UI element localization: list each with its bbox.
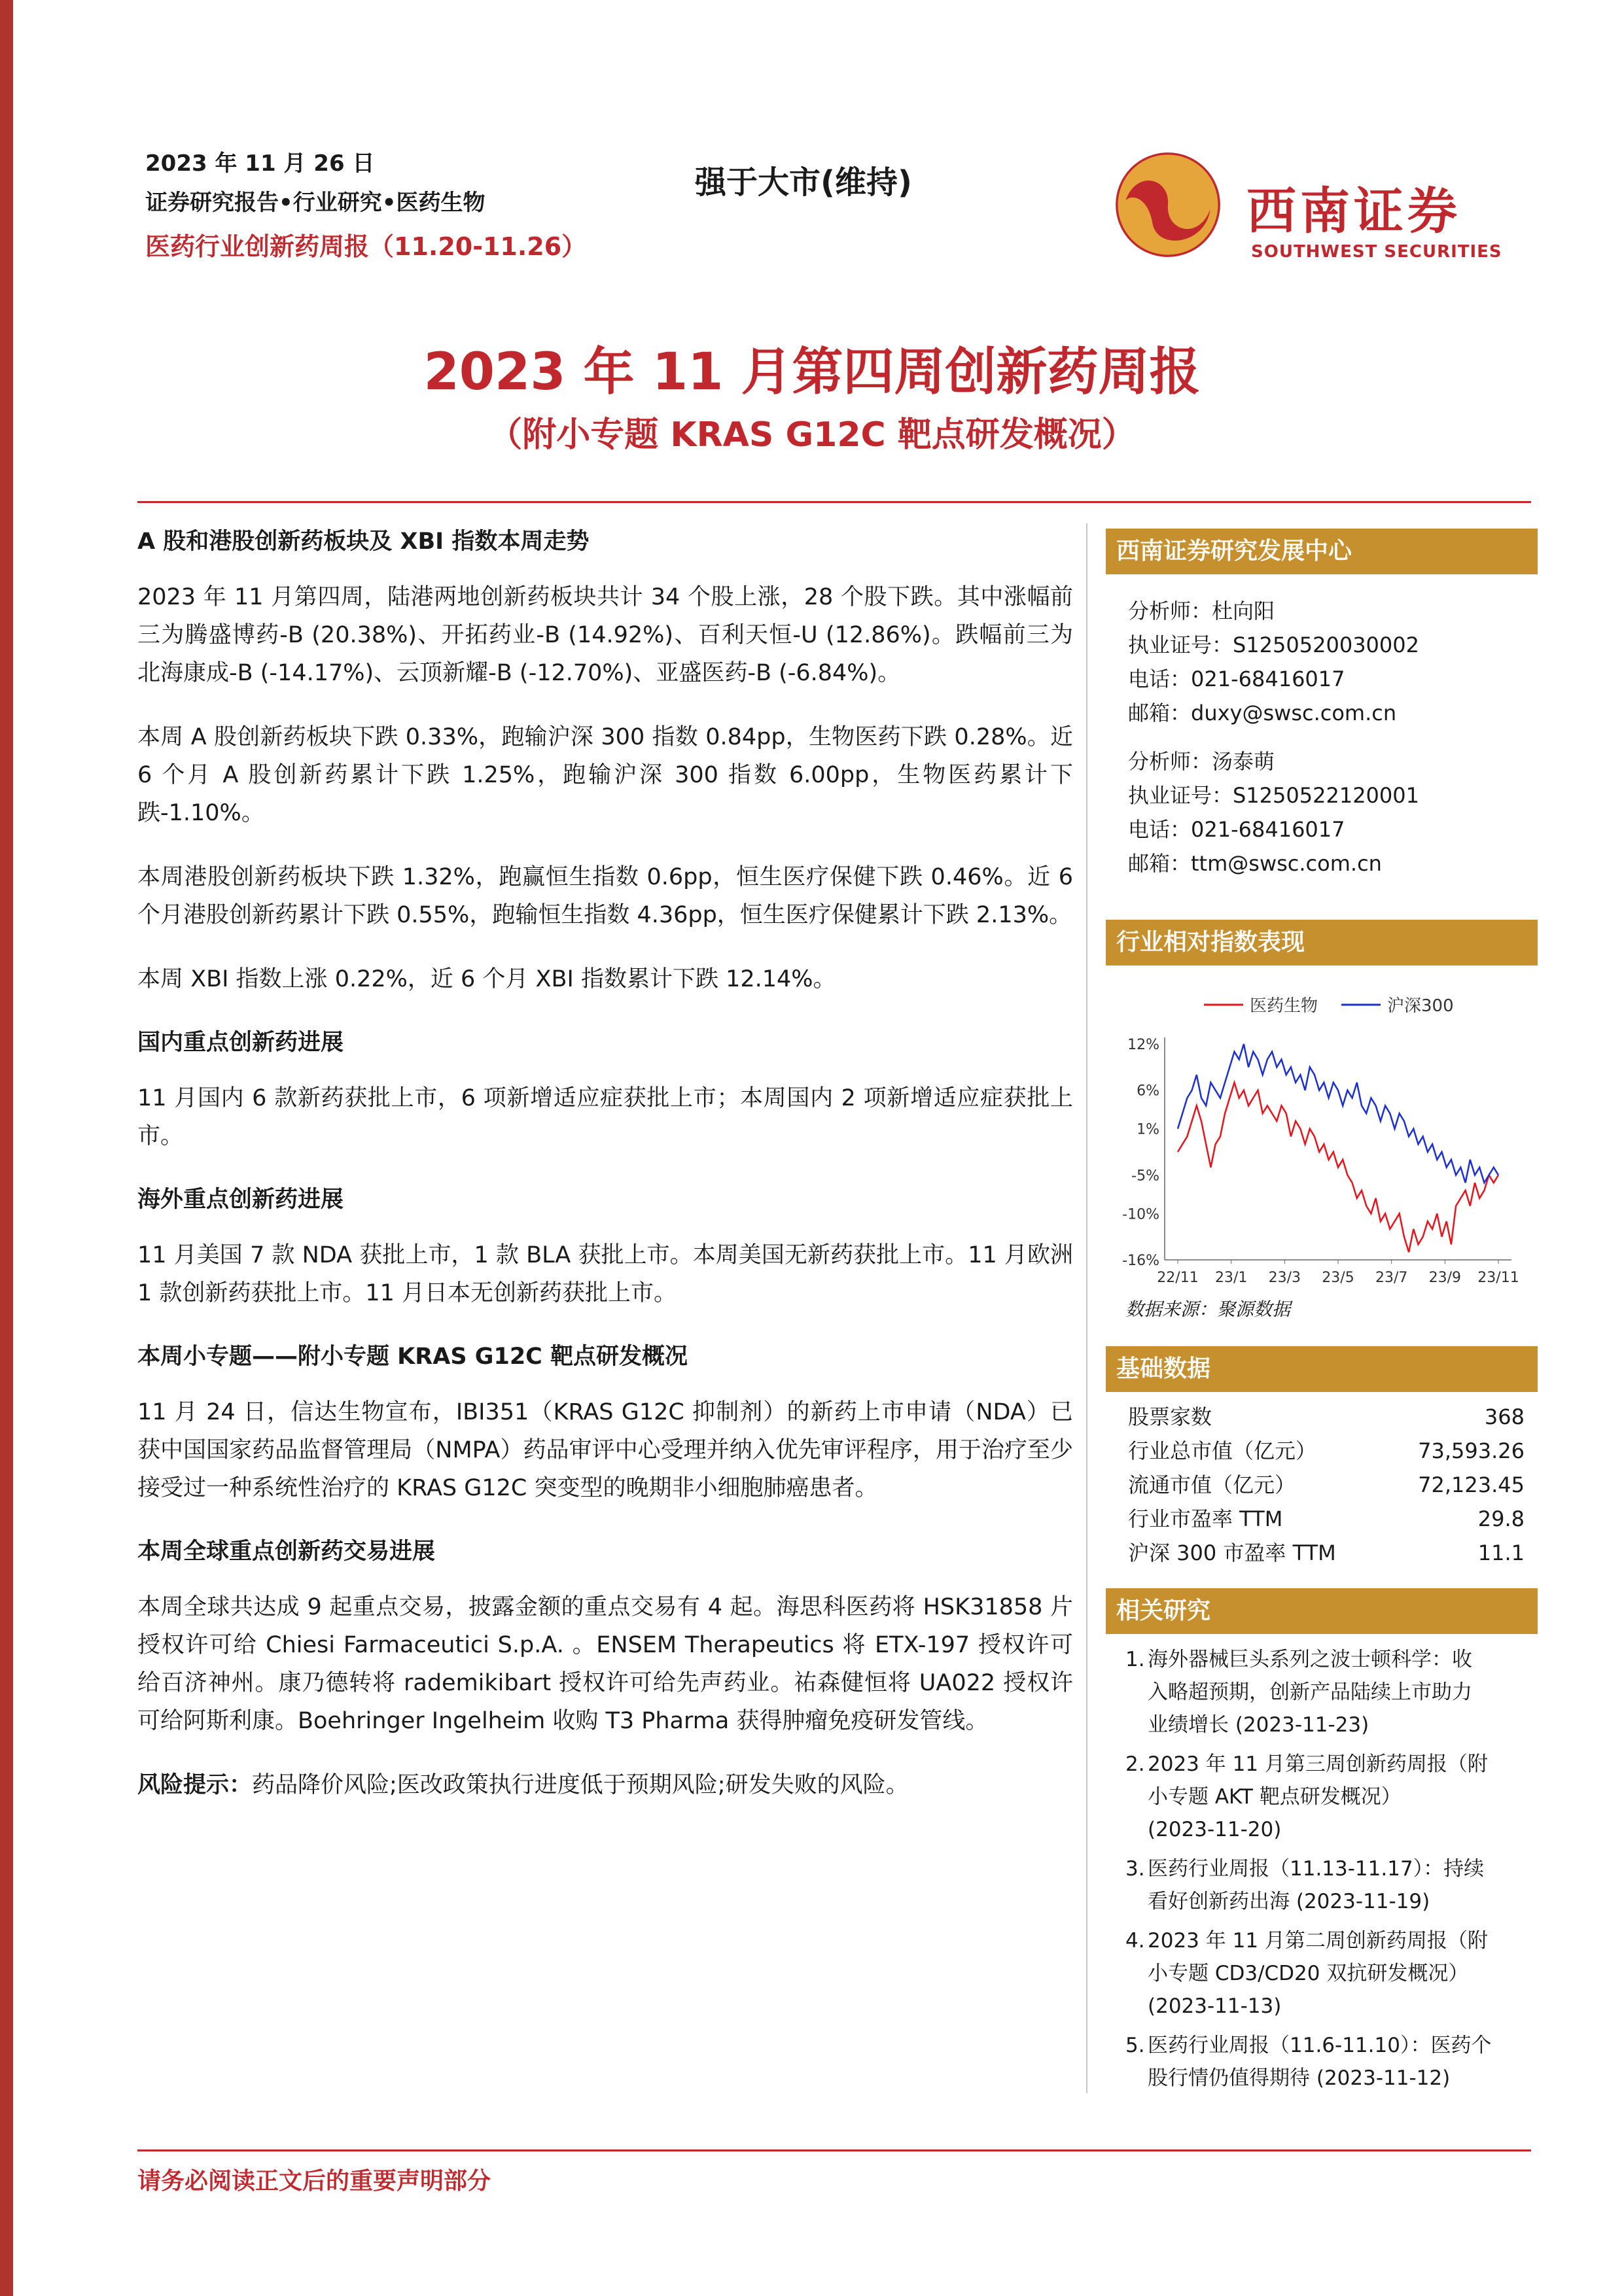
basic-data-label: 行业总市值（亿元） <box>1128 1438 1317 1463</box>
basic-data-row <box>1106 1502 1538 1536</box>
x-tick-label: 23/5 <box>1322 1270 1354 1286</box>
related-line: (2023-11-13) <box>1148 1994 1282 2018</box>
section-heading: 海外重点创新药进展 <box>137 1187 344 1213</box>
x-tick-label: 23/3 <box>1268 1270 1301 1286</box>
legend-label: 沪深300 <box>1387 996 1454 1016</box>
analyst-cert: 执业证号：S1250520030002 <box>1128 633 1419 657</box>
analyst-name: 分析师：杜向阳 <box>1128 599 1275 623</box>
series-line <box>1178 1083 1498 1252</box>
sidebar-heading: 行业相对指数表现 <box>1106 920 1538 965</box>
analyst-cert: 执业证号：S1250522120001 <box>1128 783 1419 808</box>
basic-data-label: 流通市值（亿元） <box>1128 1472 1296 1497</box>
basic-data-value: 72,123.45 <box>1418 1472 1525 1497</box>
analyst-phone: 电话：021-68416017 <box>1128 667 1345 691</box>
top-divider <box>137 501 1531 503</box>
related-line: 入略超预期，创新产品陆续上市助力 <box>1148 1680 1472 1704</box>
related-report-link[interactable] <box>1106 1643 1538 1741</box>
basic-data-row <box>1106 1536 1538 1570</box>
related-line: 看好创新药出海 (2023-11-19) <box>1148 1890 1430 1913</box>
company-logo-icon <box>1112 149 1224 260</box>
basic-data-value: 29.8 <box>1477 1506 1525 1531</box>
related-report-link[interactable] <box>1106 1924 1538 2023</box>
relative-index-chart <box>1106 965 1538 1293</box>
paragraph: 本周港股创新药板块下跌 1.32%，跑赢恒生指数 0.6pp，恒生医疗保健下跌 0.46%。近 6 个月港股创新药累计下跌 0.55%，跑输恒生指数 4.36pp，恒生医疗保健累计下跌 2.13%。 <box>137 864 1073 928</box>
report-series: 医药行业创新药周报（11.20-11.26） <box>145 232 587 261</box>
logo-text-cn: 西南证券 <box>1246 182 1461 240</box>
basic-data-value: 11.1 <box>1477 1540 1525 1565</box>
analyst-email[interactable]: 邮箱：duxy@swsc.com.cn <box>1128 701 1397 725</box>
basic-data-label: 沪深 300 市盈率 TTM <box>1128 1540 1336 1565</box>
analyst-name: 分析师：汤泰萌 <box>1128 749 1275 774</box>
footer-disclaimer: 请务必阅读正文后的重要声明部分 <box>137 2168 491 2195</box>
sidebar-basic-data <box>1106 1346 1538 1570</box>
related-num: 3. <box>1125 1857 1145 1881</box>
legend-label: 医药生物 <box>1250 996 1318 1016</box>
paragraph: 本周全球共达成 9 起重点交易，披露金额的重点交易有 4 起。海思科医药将 HSK31858 片授权许可给 Chiesi Farmaceutici S.p.A. 。ENSEM Therapeutics 将 ETX-197 授权许可给百济神州。康乃德转将 rademikibart 授权许可给先声药业。祐森健恒将 UA022 授权许可给阿斯利康。Boehringer Ingelheim 收购 T3 Pharma 获得肿瘤免疫研发管线。 <box>137 1594 1073 1734</box>
page-title: 2023 年 11 月第四周创新药周报 <box>423 343 1201 402</box>
column-divider <box>1086 523 1087 2093</box>
basic-data-row <box>1106 1468 1538 1502</box>
paragraph: 11 月 24 日，信达生物宣布，IBI351（KRAS G12C 抑制剂）的新药上市申请（NDA）已获中国国家药品监督管理局（NMPA）药品审评中心受理并纳入优先审评程序，用于治疗至少接受过一种系统性治疗的 KRAS G12C 突变型的晚期非小细胞肺癌患者。 <box>137 1399 1073 1501</box>
sidebar-heading: 基础数据 <box>1106 1346 1538 1392</box>
basic-data-label: 行业市盈率 TTM <box>1128 1506 1283 1531</box>
x-tick-label: 23/9 <box>1428 1270 1462 1286</box>
x-tick-label: 23/11 <box>1477 1270 1519 1286</box>
sidebar-analysts <box>1106 529 1538 880</box>
basic-data-row <box>1106 1434 1538 1468</box>
related-num: 5. <box>1125 2034 1145 2057</box>
basic-data-value: 368 <box>1484 1404 1525 1429</box>
page-subtitle: （附小专题 KRAS G12C 靶点研发概况） <box>488 415 1136 455</box>
x-tick-label: 22/11 <box>1157 1270 1199 1286</box>
basic-data-label: 股票家数 <box>1128 1404 1212 1429</box>
bottom-divider <box>137 2149 1531 2151</box>
related-num: 4. <box>1125 1929 1145 1953</box>
sidebar-heading: 西南证券研究发展中心 <box>1106 529 1538 574</box>
related-line: 海外器械巨头系列之波士顿科学：收 <box>1148 1648 1472 1671</box>
y-tick-label: -10% <box>1122 1206 1159 1223</box>
related-line: 股行情仍值得期待 (2023-11-12) <box>1148 2066 1451 2090</box>
section-heading: A 股和港股创新药板块及 XBI 指数本周走势 <box>137 529 590 555</box>
y-tick-label: 12% <box>1127 1037 1159 1053</box>
related-num: 1. <box>1125 1648 1145 1671</box>
rating: 强于大市(维持) <box>695 164 912 201</box>
related-line: 医药行业周报（11.6-11.10）：医药个 <box>1148 2034 1492 2057</box>
paragraph: 2023 年 11 月第四周，陆港两地创新药板块共计 34 个股上涨，28 个股下跌。其中涨幅前三为腾盛博药-B (20.38%)、开拓药业-B (14.92%)、百利天恒-U (12.86%)。跌幅前三为北海康成-B (-14.17%)、云顶新耀-B (-12.70%)、亚盛医药-B (-6.84%)。 <box>137 584 1073 686</box>
sidebar-chart <box>1106 920 1538 1321</box>
related-line: 小专题 AKT 靶点研发概况） <box>1148 1785 1402 1809</box>
related-line: 医药行业周报（11.13-11.17）：持续 <box>1148 1857 1485 1881</box>
related-line: 业绩增长 (2023-11-23) <box>1148 1713 1369 1737</box>
risk-warning <box>137 1766 1073 1804</box>
analyst-phone: 电话：021-68416017 <box>1128 817 1345 842</box>
related-report-link[interactable] <box>1106 1852 1538 1918</box>
risk-text: 药品降价风险;医改政策执行进度低于预期风险;研发失败的风险。 <box>252 1772 909 1798</box>
paragraph: 本周 XBI 指数上涨 0.22%，近 6 个月 XBI 指数累计下跌 12.14%。 <box>137 966 836 992</box>
main-content <box>137 523 1073 1830</box>
related-line: 2023 年 11 月第三周创新药周报（附 <box>1148 1752 1488 1776</box>
section-heading: 国内重点创新药进展 <box>137 1030 344 1056</box>
sidebar-related-research <box>1106 1588 1538 2101</box>
y-tick-label: 6% <box>1137 1083 1159 1100</box>
risk-label: 风险提示： <box>137 1772 253 1798</box>
basic-data-value: 73,593.26 <box>1418 1438 1525 1463</box>
report-date: 2023 年 11 月 26 日 <box>145 150 375 177</box>
related-line: 小专题 CD3/CD20 双抗研发概况） <box>1148 1962 1469 1985</box>
series-line <box>1178 1044 1498 1183</box>
related-report-link[interactable] <box>1106 1748 1538 1846</box>
paragraph: 11 月国内 6 款新药获批上市，6 项新增适应症获批上市；本周国内 2 项新增适应症获批上市。 <box>137 1085 1073 1149</box>
chart-source: 数据来源：聚源数据 <box>1125 1298 1291 1320</box>
y-tick-label: 1% <box>1137 1121 1159 1138</box>
report-type: 证券研究报告•行业研究•医药生物 <box>145 190 485 216</box>
x-tick-label: 23/1 <box>1214 1270 1248 1286</box>
related-num: 2. <box>1125 1752 1145 1776</box>
logo-text-en: SOUTHWEST SECURITIES <box>1251 242 1502 262</box>
related-line: 2023 年 11 月第二周创新药周报（附 <box>1148 1929 1488 1953</box>
paragraph: 11 月美国 7 款 NDA 获批上市，1 款 BLA 获批上市。本周美国无新药获批上市。11 月欧洲 1 款创新药获批上市。11 月日本无创新药获批上市。 <box>137 1242 1073 1306</box>
related-report-link[interactable] <box>1106 2029 1538 2095</box>
paragraph: 本周 A 股创新药板块下跌 0.33%，跑输沪深 300 指数 0.84pp，生物医药下跌 0.28%。近 6 个月 A 股创新药累计下跌 1.25%，跑输沪深 300 指数 6.00pp，生物医药累计下跌-1.10%。 <box>137 724 1073 826</box>
section-heading: 本周全球重点创新药交易进展 <box>137 1539 436 1565</box>
basic-data-row <box>1106 1400 1538 1434</box>
x-tick-label: 23/7 <box>1375 1270 1408 1286</box>
sidebar-heading: 相关研究 <box>1106 1588 1538 1634</box>
related-line: (2023-11-20) <box>1148 1818 1282 1841</box>
y-tick-label: -16% <box>1122 1253 1159 1269</box>
y-tick-label: -5% <box>1131 1168 1159 1185</box>
section-heading: 本周小专题——附小专题 KRAS G12C 靶点研发概况 <box>137 1344 688 1370</box>
analyst-email[interactable]: 邮箱：ttm@swsc.com.cn <box>1128 851 1382 876</box>
